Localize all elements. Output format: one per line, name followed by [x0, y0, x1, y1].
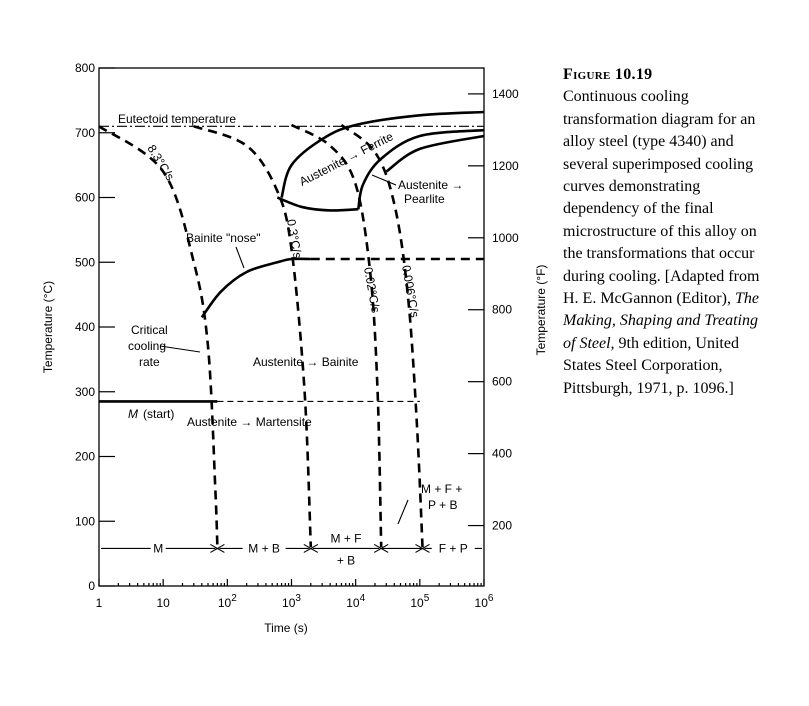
mstart-label-m: M — [128, 407, 138, 421]
cooling-curve-1 — [194, 126, 311, 547]
product-label-top: M + F — [330, 531, 362, 546]
product-label: M — [153, 541, 164, 556]
x-tick-label: $10^4$ — [346, 593, 366, 610]
x-tick-label: $10^6$ — [474, 593, 494, 610]
rate-label-0-006: 0.006°C/s — [399, 264, 423, 319]
y-tick-label-c: 800 — [74, 61, 95, 75]
y-tick-label-f: 400 — [492, 446, 513, 461]
y-tick-label-f: 1000 — [492, 230, 519, 245]
pearlite-label-2: Pearlite — [404, 192, 445, 206]
caption-source-2: 9th edition, United States Steel Corporation, Pittsburgh, 1971, p. 1096.] — [563, 334, 739, 397]
x-tick-label: 10 — [156, 596, 170, 610]
y-tick-label-c: 600 — [74, 190, 95, 205]
caption-source-title: The Making, Shaping and Treating of Steel, — [563, 290, 759, 352]
caption-body: Continuous cooling transformation diagram for an alloy steel (type 4340) and several superimposed cooling curves demonstrating dependency of the final microstructure of this alloy on the transformations that occur during cooling. — [563, 88, 757, 285]
pearlite-arrow — [372, 175, 396, 185]
caption-source-1: [Adapted from H. E. McGannon (Editor), — [563, 267, 760, 308]
bainite-label: Austenite → Bainite — [253, 355, 359, 369]
ferrite-label: Austenite → Ferrite — [297, 129, 396, 189]
y-axis-label-fahrenheit: Temperature (°F) — [534, 264, 548, 356]
y-tick-label-f: 800 — [492, 302, 513, 317]
x-axis-label: Time (s) — [264, 621, 308, 635]
mfpb-label-2: P + B — [428, 498, 458, 512]
y-tick-label-c: 0 — [88, 579, 95, 593]
product-row — [101, 531, 482, 567]
nose-arrow — [236, 247, 244, 268]
critical-label-1: Critical — [131, 323, 168, 337]
x-tick-label: $10^2$ — [217, 593, 237, 610]
rate-label-0-02: 0.02°C/s — [361, 266, 383, 314]
product-label: F + P — [438, 541, 468, 556]
x-tick-label: $10^3$ — [282, 593, 301, 610]
y-tick-label-f: 600 — [492, 374, 513, 389]
x-tick-label: $10^5$ — [410, 593, 430, 610]
y-axis-label-celsius: Temperature (°C) — [41, 280, 55, 374]
annotations — [41, 112, 548, 635]
pearlite-label-1: Austenite → — [398, 178, 464, 192]
product-label-bottom: + B — [336, 553, 356, 568]
mfpb-label-1: M + F + — [421, 482, 463, 496]
x-tick-label: 1 — [95, 596, 103, 610]
y-tick-label-f: 1200 — [492, 158, 519, 173]
y-tick-label-c: 700 — [74, 125, 95, 140]
eutectoid-label: Eutectoid temperature — [118, 112, 237, 126]
y-tick-label-c: 300 — [74, 384, 95, 399]
y-tick-label-c: 200 — [74, 449, 95, 464]
critical-label-3: rate — [139, 355, 160, 369]
y-tick-label-f: 200 — [492, 518, 513, 533]
figure-label: Figure 10.19 — [563, 66, 653, 83]
y-tick-label-c: 500 — [74, 255, 95, 270]
bainite-nose-label: Bainite "nose" — [186, 231, 261, 245]
martensite-label: Austenite → Martensite — [187, 415, 312, 429]
y-tick-label-f: 1400 — [492, 86, 519, 101]
bainite-start-curve — [202, 259, 311, 318]
transformation-curves — [99, 112, 484, 524]
mstart-label-rest: (start) — [143, 407, 175, 421]
y-tick-label-c: 400 — [74, 320, 95, 334]
critical-label-2: cooling — [128, 339, 167, 353]
cooling-curve-2 — [292, 125, 382, 547]
product-label: M + B — [248, 541, 280, 556]
figure-caption — [563, 64, 768, 400]
ferrite-finish-curve — [277, 198, 358, 211]
rate-label-0-3: 0.3°C/s — [284, 218, 305, 260]
rate-label-8-3: 8.3°C/s — [144, 142, 178, 184]
y-tick-label-c: 100 — [74, 514, 95, 529]
mfpb-arrow — [398, 500, 408, 524]
